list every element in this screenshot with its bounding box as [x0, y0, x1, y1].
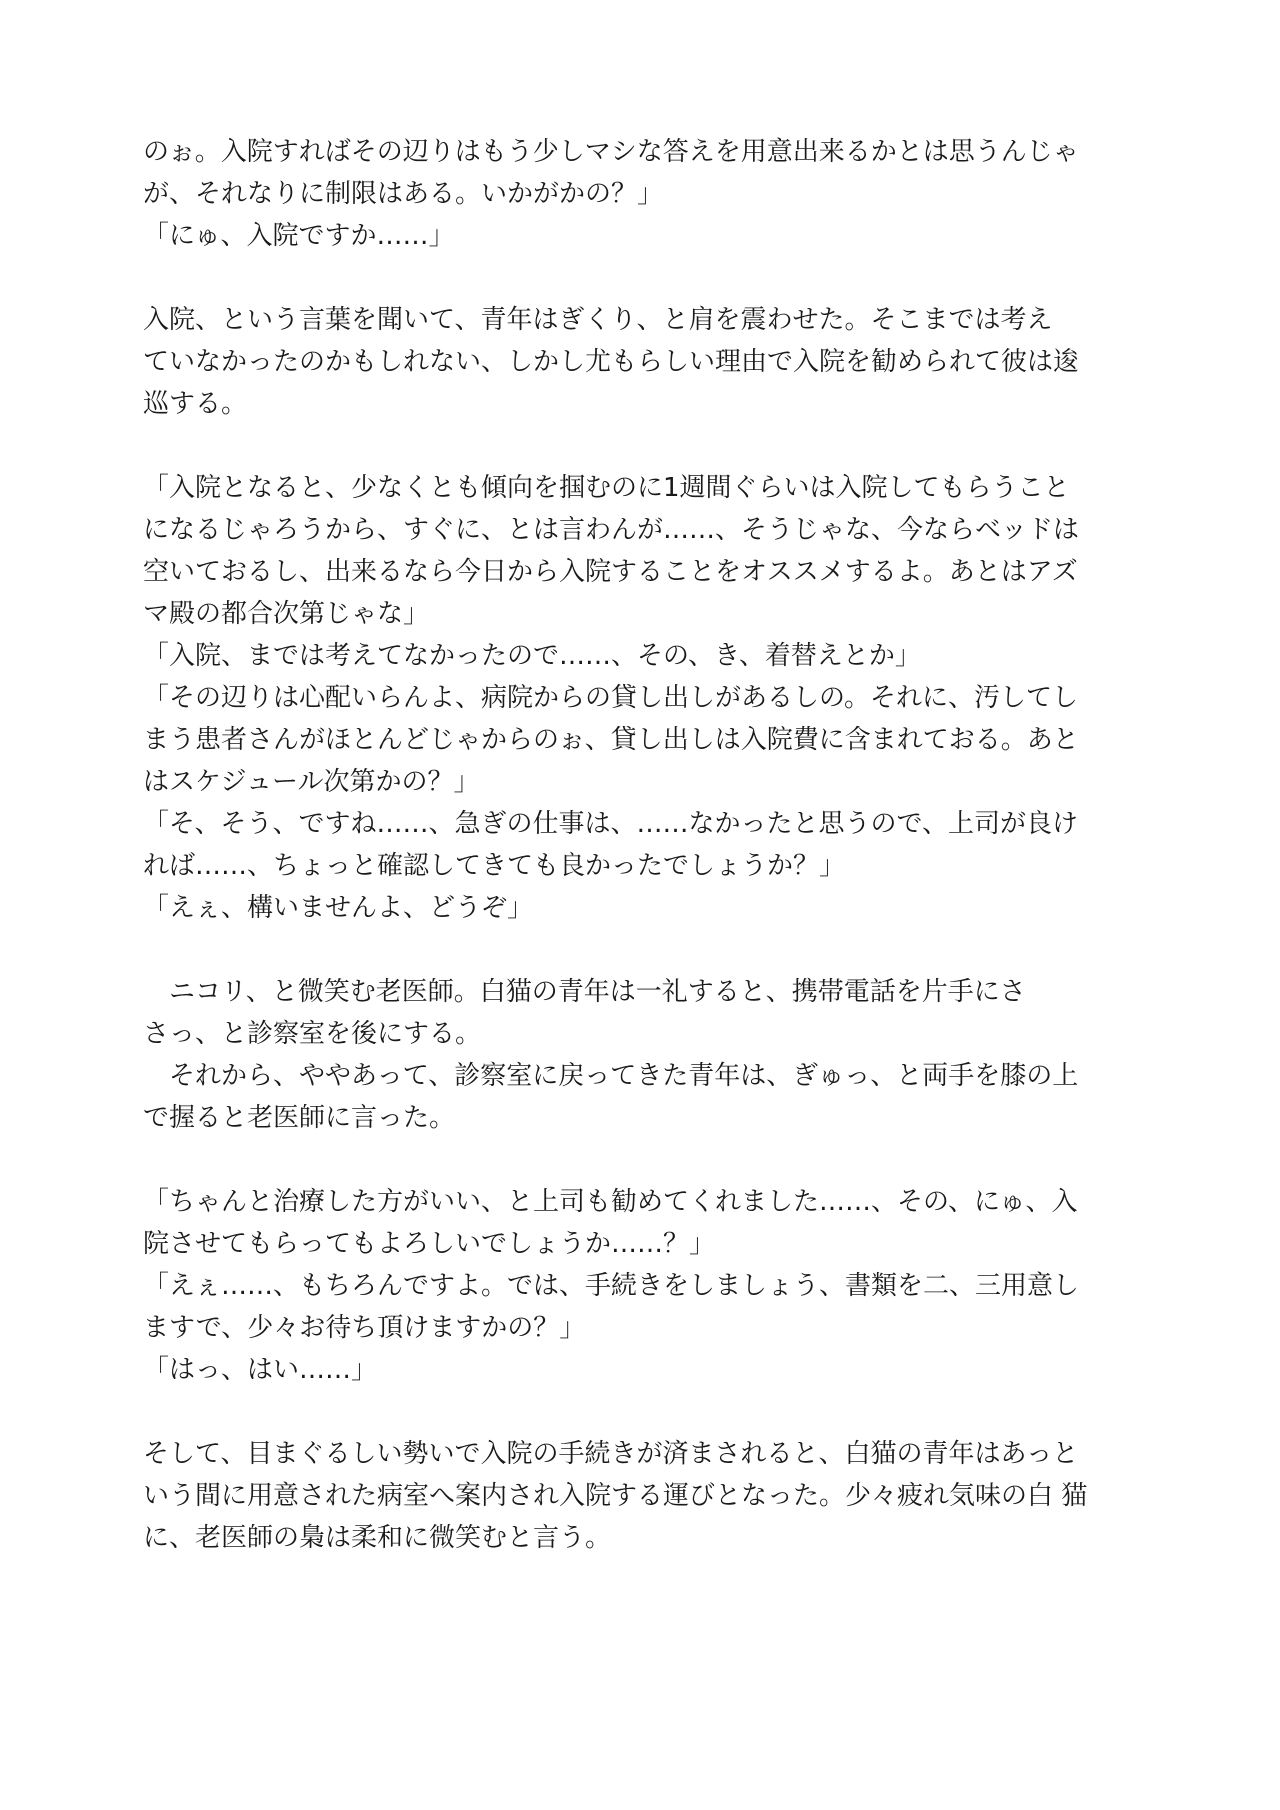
text-line: それから、ややあって、診察室に戻ってきた青年は、ぎゅっ、と両手を膝の上 — [143, 1061, 1079, 1091]
paragraph — [143, 131, 1153, 257]
text-line: まう患者さんがほとんどじゃからのぉ、貸し出しは入院費に含まれておる。あと — [143, 725, 1079, 755]
paragraph — [143, 1433, 1153, 1559]
text-line: 「にゅ、入院ですか……」 — [143, 221, 455, 251]
text-line: のぉ。入院すればその辺りはもう少しマシな答えを用意出来るかとは思うんじゃ — [143, 137, 1079, 167]
text-line: ていなかったのかもしれない、しかし尤もらしい理由で入院を勧められて彼は逡 — [143, 347, 1080, 377]
text-line: 院させてもらってもよろしいでしょうか……？」 — [143, 1229, 716, 1259]
text-line: に、老医師の梟は柔和に微笑むと言う。 — [143, 1523, 612, 1553]
text-line: になるじゃろうから、すぐに、とは言わんが……、そうじゃな、今ならベッドは — [143, 515, 1080, 545]
paragraph — [143, 467, 1153, 929]
paragraph-spacer — [143, 929, 1153, 971]
text-line: 入院、という言葉を聞いて、青年はぎくり、と肩を震わせた。そこまでは考え — [143, 305, 1053, 335]
text-line: ニコリ、と微笑む老医師。白猫の青年は一礼すると、携帯電話を片手にさ — [143, 977, 1026, 1007]
text-line: 「入院、までは考えてなかったので……、その、き、着替えとか」 — [143, 641, 921, 671]
text-line: いう間に用意された病室へ案内され入院する運びとなった。少々疲れ気味の白 猫 — [143, 1481, 1088, 1511]
text-line: 「そ、そう、ですね……、急ぎの仕事は、……なかったと思うので、上司が良け — [143, 809, 1078, 839]
text-line: 「ちゃんと治療した方がいい、と上司も勧めてくれました……、その、にゅ、入 — [143, 1187, 1078, 1217]
text-line: 「えぇ……、もちろんですよ。では、手続きをしましょう、書類を二、三用意し — [143, 1271, 1080, 1301]
text-line: マ殿の都合次第じゃな」 — [143, 599, 430, 629]
body-text — [143, 131, 1153, 1559]
paragraph-spacer — [143, 257, 1153, 299]
text-line: で握ると老医師に言った。 — [143, 1103, 456, 1133]
paragraph-spacer — [143, 1139, 1153, 1181]
paragraph-spacer — [143, 425, 1153, 467]
paragraph — [143, 971, 1153, 1139]
text-line: が、それなりに制限はある。いかがかの？」 — [143, 179, 664, 209]
paragraph-spacer — [143, 1391, 1153, 1433]
paragraph — [143, 299, 1153, 425]
text-line: はスケジュール次第かの？」 — [143, 767, 480, 797]
text-line: 「えぇ、構いませんよ、どうぞ」 — [143, 893, 534, 923]
text-line: そして、目まぐるしい勢いで入院の手続きが済まされると、白猫の青年はあっと — [143, 1439, 1079, 1469]
text-line: 「はっ、はい……」 — [143, 1355, 378, 1385]
text-line: ますで、少々お待ち頂けますかの？」 — [143, 1313, 586, 1343]
text-line: 「入院となると、少なくとも傾向を掴むのに1週間ぐらいは入院してもらうこと — [143, 473, 1070, 503]
text-line: 空いておるし、出来るなら今日から入院することをオススメするよ。あとはアズ — [143, 557, 1078, 587]
text-line: 「その辺りは心配いらんよ、病院からの貸し出しがあるしの。それに、汚してし — [143, 683, 1078, 713]
text-line: さっ、と診察室を後にする。 — [143, 1019, 482, 1049]
text-line: れば……、ちょっと確認してきても良かったでしょうか？」 — [143, 851, 846, 881]
text-line: 巡する。 — [143, 389, 248, 419]
paragraph — [143, 1181, 1153, 1391]
